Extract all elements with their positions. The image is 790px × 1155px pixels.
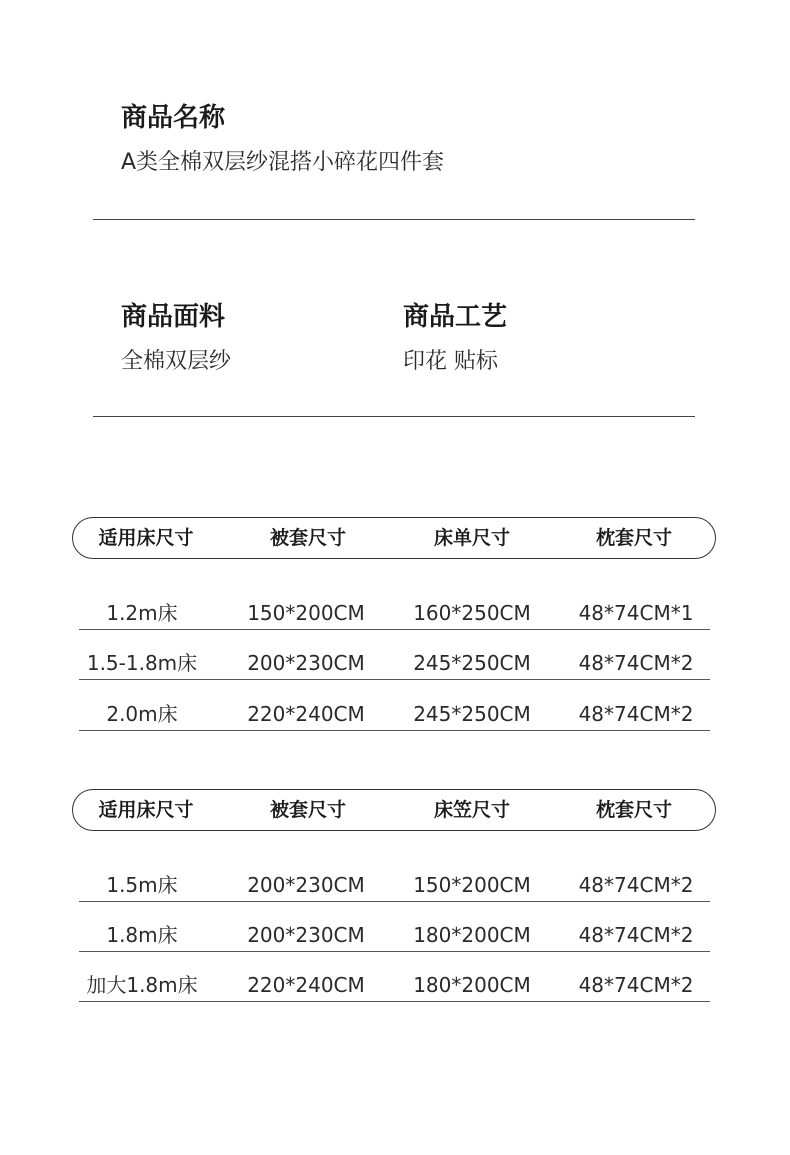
- craft-value: 印花 贴标: [403, 349, 498, 374]
- cell-sheet-size: 245*250CM: [413, 702, 531, 726]
- cell-fitted-sheet-size: 180*200CM: [413, 973, 531, 997]
- cell-bed-size: 加大1.8m床: [86, 973, 198, 997]
- cell-duvet-size: 200*230CM: [247, 923, 365, 947]
- cell-bed-size: 1.5m床: [106, 873, 178, 897]
- cell-bed-size: 1.2m床: [106, 601, 178, 625]
- cell-pillowcase-size: 48*74CM*2: [578, 923, 694, 947]
- header-sheet-size: 床单尺寸: [433, 527, 510, 549]
- cell-bed-size: 1.8m床: [106, 923, 178, 947]
- cell-pillowcase-size: 48*74CM*2: [578, 873, 694, 897]
- fabric-value: 全棉双层纱: [121, 349, 232, 374]
- cell-duvet-size: 200*230CM: [247, 651, 365, 675]
- row-divider: [79, 679, 710, 680]
- row-divider: [79, 951, 710, 952]
- header-pillowcase-size: 枕套尺寸: [595, 799, 672, 821]
- craft-heading: 商品工艺: [403, 302, 508, 332]
- header-bed-size: 适用床尺寸: [98, 799, 194, 821]
- cell-bed-size: 1.5-1.8m床: [86, 651, 198, 675]
- fabric-heading: 商品面料: [121, 302, 226, 332]
- header-pillowcase-size: 枕套尺寸: [595, 527, 672, 549]
- cell-pillowcase-size: 48*74CM*2: [578, 702, 694, 726]
- cell-pillowcase-size: 48*74CM*1: [578, 601, 694, 625]
- row-divider: [79, 901, 710, 902]
- cell-duvet-size: 200*230CM: [247, 873, 365, 897]
- section-divider: [93, 416, 695, 417]
- product-name-value: A类全棉双层纱混搭小碎花四件套: [121, 150, 445, 175]
- cell-duvet-size: 220*240CM: [247, 973, 365, 997]
- cell-bed-size: 2.0m床: [106, 702, 178, 726]
- header-fitted-sheet-size: 床笠尺寸: [433, 799, 510, 821]
- cell-pillowcase-size: 48*74CM*2: [578, 973, 694, 997]
- row-divider: [79, 629, 710, 630]
- row-divider: [79, 730, 710, 731]
- cell-duvet-size: 150*200CM: [247, 601, 365, 625]
- cell-sheet-size: 160*250CM: [413, 601, 531, 625]
- product-name-heading: 商品名称: [121, 103, 226, 133]
- header-duvet-size: 被套尺寸: [269, 799, 346, 821]
- cell-fitted-sheet-size: 150*200CM: [413, 873, 531, 897]
- row-divider: [79, 1001, 710, 1002]
- cell-sheet-size: 245*250CM: [413, 651, 531, 675]
- cell-fitted-sheet-size: 180*200CM: [413, 923, 531, 947]
- header-duvet-size: 被套尺寸: [269, 527, 346, 549]
- header-bed-size: 适用床尺寸: [98, 527, 194, 549]
- cell-duvet-size: 220*240CM: [247, 702, 365, 726]
- section-divider: [93, 219, 695, 220]
- cell-pillowcase-size: 48*74CM*2: [578, 651, 694, 675]
